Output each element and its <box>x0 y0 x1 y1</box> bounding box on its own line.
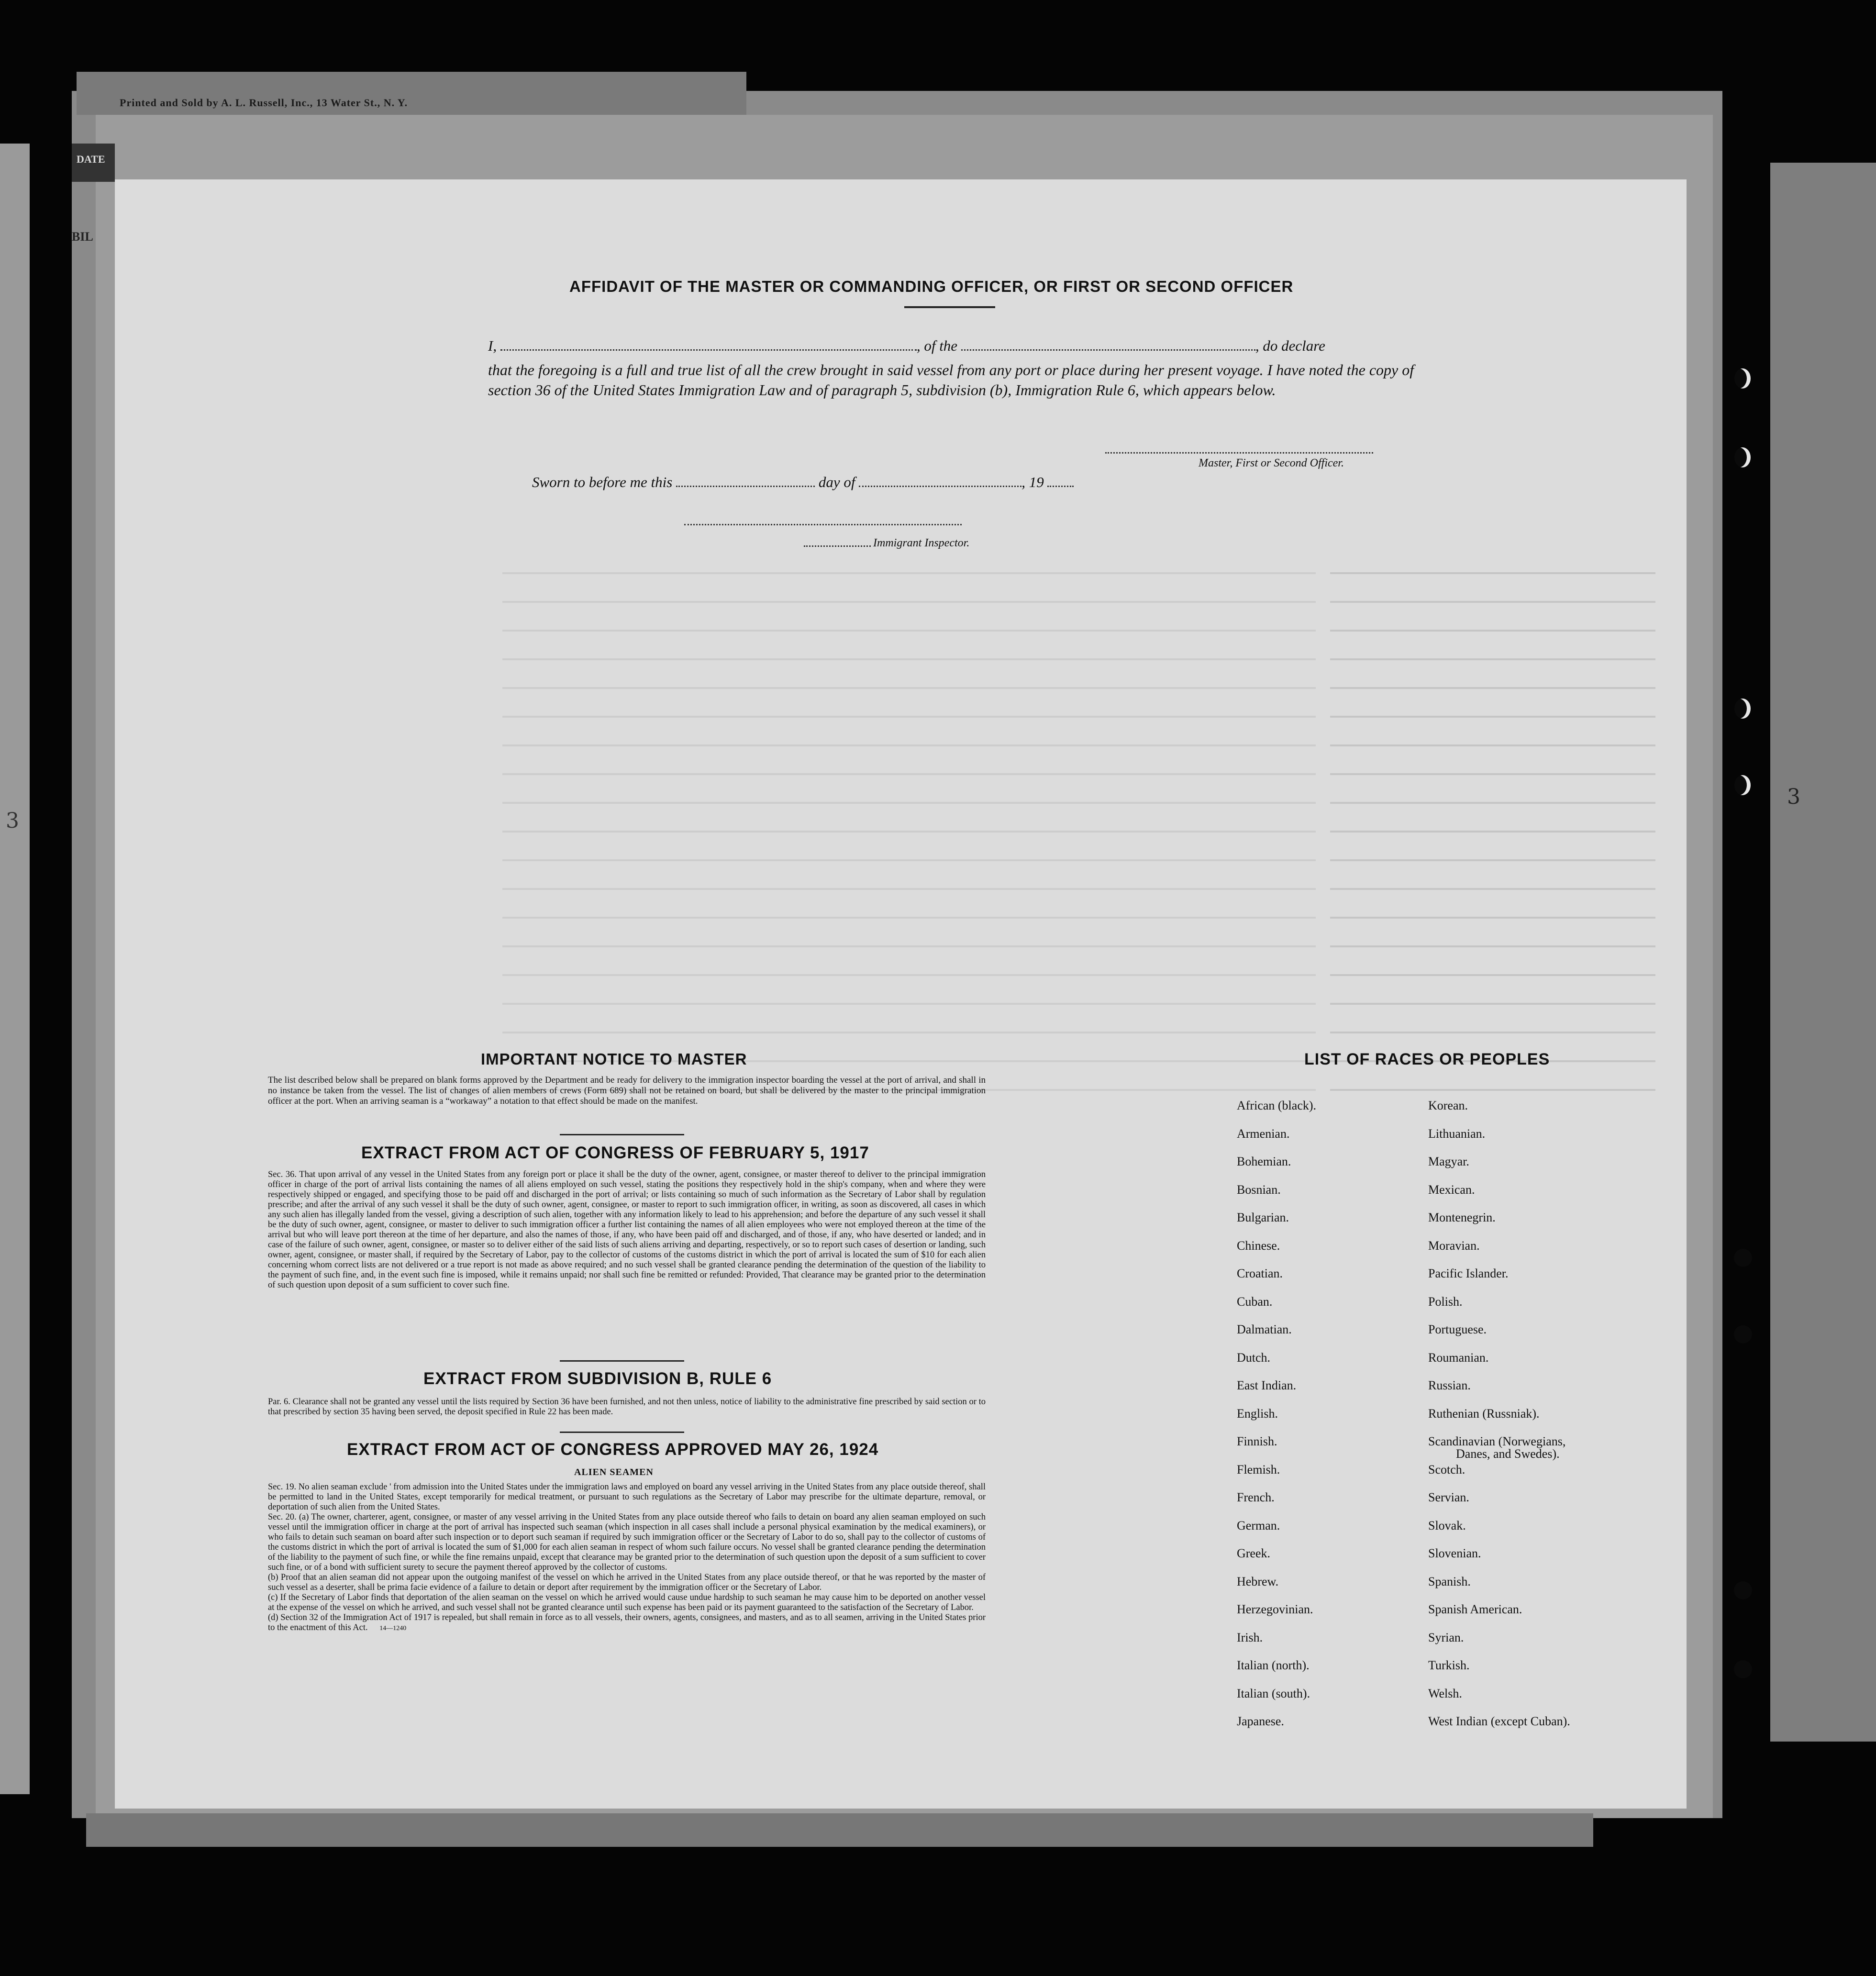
race-item: Spanish. <box>1428 1574 1471 1588</box>
race-item: Dutch. <box>1237 1350 1271 1365</box>
race-item: Cuban. <box>1237 1294 1273 1309</box>
day-of-label: day of <box>818 474 855 490</box>
punch-hole <box>1734 1660 1752 1678</box>
race-item: Roumanian. <box>1428 1350 1489 1365</box>
declarant-prefix: I, <box>488 337 497 354</box>
race-item: Scandinavian (Norwegians, <box>1428 1434 1566 1448</box>
race-item: French. <box>1237 1490 1275 1504</box>
race-item: Spanish American. <box>1428 1602 1522 1616</box>
extract-1924-body <box>268 1482 986 1633</box>
race-item: Servian. <box>1428 1490 1469 1504</box>
races-title: LIST OF RACES OR PEOPLES <box>1304 1050 1550 1068</box>
punch-hole <box>1734 699 1751 719</box>
divider <box>904 306 995 308</box>
form-number: 14—1240 <box>379 1625 407 1632</box>
inspector-signature-rule <box>804 545 871 547</box>
race-item: Finnish. <box>1237 1434 1277 1448</box>
race-item: Portuguese. <box>1428 1322 1487 1336</box>
extract-1917-title: EXTRACT FROM ACT OF CONGRESS OF FEBRUARY 5, 1917 <box>361 1143 869 1162</box>
race-item: Scotch. <box>1428 1462 1465 1476</box>
inspector-signature-label: Immigrant Inspector. <box>873 537 970 549</box>
side-margin-digit: 3 <box>1787 785 1800 809</box>
divider <box>560 1432 684 1433</box>
race-item: Magyar. <box>1428 1155 1469 1168</box>
punch-hole <box>1734 447 1751 467</box>
race-item: German. <box>1237 1518 1280 1532</box>
master-signature-label: Master, First or Second Officer. <box>1199 457 1344 469</box>
race-item: Hebrew. <box>1237 1574 1279 1588</box>
inspector-signature-line[interactable] <box>684 524 962 525</box>
race-item: Italian (south). <box>1237 1686 1310 1700</box>
declaration-line <box>488 337 1325 355</box>
race-item: Montenegrin. <box>1428 1210 1496 1224</box>
race-item: Syrian. <box>1428 1630 1464 1644</box>
sec20a-text: Sec. 20. (a) The owner, charterer, agent, consignee, or master of any vessel arriving in the United States from any place outside thereof who fails to detain on board any alien seaman employed on such vessel until the immigration officer in charge at the port of arrival has inspected such seaman (which inspection in all cases shall include a personal physical examination by the medical examiners), or who fails to detain such seaman on board after such inspection or to deport such seaman if required by such immigration officer or the Secretary of Labor to do so, shall pay to the collector of customs of the customs district in which the port of arrival is located the sum of $1,000 for each alien seaman in respect of whom such failure occurs. No vessel shall be granted clearance pending the determination of the liability to the payment of such fine, or while the fine remains unpaid, except that clearance may be granted prior to the determination of such question upon the deposit of a sum sufficient to cover such fine, or of a bond with sufficient surety to secure the payment thereof approved by the collector of customs. <box>268 1512 986 1572</box>
race-item: Russian. <box>1428 1378 1471 1392</box>
notice-title: IMPORTANT NOTICE TO MASTER <box>481 1050 747 1068</box>
race-item: Bosnian. <box>1237 1182 1281 1197</box>
left-margin-digit: 3 <box>6 809 19 833</box>
sworn-day-field[interactable] <box>676 475 815 487</box>
adjacent-page-right <box>1770 163 1876 1742</box>
race-item: Flemish. <box>1237 1462 1280 1476</box>
race-item: Japanese. <box>1237 1714 1284 1728</box>
declare-label: , do declare <box>1255 337 1325 354</box>
punch-hole <box>1734 1581 1752 1599</box>
affidavit-statement: that the foregoing is a full and true list of all the crew brought in said vessel from any port or place during her present voyage. I have noted the copy of section 36 of the United States Immigration Law and of paragraph 5, subdivision (b), Immigration Rule 6, which appears below. <box>488 361 1414 399</box>
race-item: Herzegovinian. <box>1237 1602 1313 1616</box>
race-item: East Indian. <box>1237 1378 1297 1392</box>
race-item: Greek. <box>1237 1546 1271 1560</box>
race-item-continuation: Danes, and Swedes). <box>1456 1447 1560 1461</box>
punch-hole <box>1734 368 1751 389</box>
of-the-label: , of the <box>916 337 958 354</box>
race-item: Irish. <box>1237 1630 1263 1644</box>
race-item: West Indian (except Cuban). <box>1428 1714 1570 1728</box>
race-item: Korean. <box>1428 1099 1468 1112</box>
race-item: Slovenian. <box>1428 1546 1481 1560</box>
punch-hole <box>1734 775 1751 795</box>
divider <box>560 1360 684 1362</box>
race-item: Bohemian. <box>1237 1155 1291 1168</box>
extract-1917-body: Sec. 36. That upon arrival of any vessel in the United States from any foreign port or place it shall be the duty of the owner, agent, consignee, or master thereof to deliver to the principal immigration officer in charge of the port of arrival lists containing the names of all aliens employed on such vessel, stating the positions they respectively hold in the ship's company, when and where they were respectively shipped or engaged, and specifying those to be paid off and discharged in the port of arrival; or lists containing so much of such information as the Secretary of Labor shall by regulation prescribe; and after the arrival of any such vessel it shall be the duty of such owner, agent, consignee, or master to report to such immigration officer, in writing, as soon as discovered, all cases in which any such alien has illegally landed from the vessel, giving a description of such alien, together with any information likely to lead to his apprehension; and before the departure of any such vessel it shall be the duty of such owner, agent, consignee, or master to deliver to such immigration officer a further list containing the names of all alien employees who were not employed thereon at the time of the arrival but who will leave port thereon at the time of her departure, and also the names of those, if any, who have been paid off and discharged, and of those, if any, who have deserted or landed; and in case of the failure of such owner, agent, consignee, or master so to deliver either of the said lists of such aliens arriving and departing, respectively, or so to report such cases of desertion or landing, such owner, agent, consignee, or master shall, if required by the Secretary of Labor, pay to the collector of customs of the customs district in which the port of arrival is located the sum of $10 for each alien concerning whom correct lists are not delivered or a true report is not made as above required; and no such vessel shall be granted clearance pending the determination of the question of the liability to the payment of such fine, and, in the event such fine is imposed, while it remains unpaid; nor shall such fine be remitted or refunded: Provided, That clearance may be granted prior to the determination of such question upon deposit of a sum sufficient to cover such fine. <box>268 1170 986 1290</box>
race-item: Croatian. <box>1237 1266 1283 1280</box>
race-item: Chinese. <box>1237 1238 1280 1253</box>
printer-imprint: Printed and Sold by A. L. Russell, Inc., 13 Water St., N. Y. <box>120 97 408 109</box>
affidavit-title: AFFIDAVIT OF THE MASTER OR COMMANDING OFFICER, OR FIRST OR SECOND OFFICER <box>569 278 1294 295</box>
race-item: Italian (north). <box>1237 1658 1310 1672</box>
sec19-text: Sec. 19. No alien seaman exclude ' from admission into the United States under the immigration laws and employed on board any vessel arriving in the United States from any place outside thereof, shall be permitted to land in the United States, except temporarily for medical treatment, or pursuant to such regulations as the Secretary of Labor may prescribe for the ultimate departure, removal, or deportation of such alien from the United States. <box>268 1482 986 1512</box>
divider <box>560 1134 684 1135</box>
race-item: Dalmatian. <box>1237 1322 1292 1336</box>
race-item: Slovak. <box>1428 1518 1466 1532</box>
notice-body: The list described below shall be prepared on blank forms approved by the Department and be ready for delivery to the immigration inspector boarding the vessel at the port of arrival, and shall in no instance be taken from the vessel. The list of changes of alien members of crews (Form 689) shall not be retained on board, but shall be delivered by the master to the principal immigration officer at the port. When an arriving seaman is a “workaway” a notation to that effect should be made on the manifest. <box>268 1075 986 1106</box>
race-item: Bulgarian. <box>1237 1210 1289 1224</box>
punch-hole <box>1734 1249 1752 1267</box>
punch-hole <box>1734 1325 1752 1343</box>
race-item: Armenian. <box>1237 1126 1290 1141</box>
race-item: Mexican. <box>1428 1182 1475 1197</box>
year-label: , 19 <box>1021 474 1044 490</box>
race-item: African (black). <box>1237 1099 1317 1112</box>
bleed-through-shadow <box>502 545 1316 1096</box>
bleed-through-shadow <box>1330 545 1655 1096</box>
extract-1924-title: EXTRACT FROM ACT OF CONGRESS APPROVED MAY 26, 1924 <box>347 1440 879 1459</box>
race-item: Welsh. <box>1428 1686 1462 1700</box>
sworn-month-field[interactable] <box>859 475 1021 487</box>
race-item: Ruthenian (Russniak). <box>1428 1406 1540 1421</box>
master-signature-line[interactable] <box>1105 452 1373 454</box>
sec20c-text: (c) If the Secretary of Labor finds that deportation of the alien seaman on the vessel on which he arrived would cause undue hardship to such seaman he may cause him to be deported on another vessel at the expense of the vessel on which he arrived, and such vessel shall not be granted clearance until such expense has been paid or its payment guaranteed to the satisfaction of the Secretary of Labor. <box>268 1593 986 1612</box>
left-tab <box>72 144 115 182</box>
sec20d-wrapper <box>268 1613 986 1633</box>
left-tab-top: DATE <box>77 153 105 165</box>
name-field[interactable] <box>500 339 917 351</box>
vessel-field[interactable] <box>961 339 1255 351</box>
race-item: Turkish. <box>1428 1658 1470 1672</box>
race-item: Pacific Islander. <box>1428 1266 1509 1280</box>
race-item: English. <box>1237 1406 1278 1421</box>
left-tab-bottom: BIL <box>72 230 93 244</box>
sec20b-text: (b) Proof that an alien seaman did not appear upon the outgoing manifest of the vessel on which he arrived in the United States from any place outside thereof, or that he was reported by the master of such vessel as a deserter, shall be prima facie evidence of a failure to detain or deport after requirement by the immigration officer or the Secretary of Labor. <box>268 1573 986 1592</box>
sworn-year-field[interactable] <box>1047 475 1074 487</box>
adjacent-page-left <box>0 144 30 1794</box>
extract-rule6-body: Par. 6. Clearance shall not be granted any vessel until the lists required by Section 36 have been furnished, and not then unless, notice of liability to the administrative fine prescribed by said section or to that prescribed by section 35 having been served, the deposit specified in Rule 22 has been made. <box>268 1397 986 1417</box>
race-item: Lithuanian. <box>1428 1126 1486 1141</box>
race-item: Moravian. <box>1428 1238 1480 1253</box>
underlying-page-bottom <box>86 1813 1593 1847</box>
alien-seamen-subtitle: ALIEN SEAMEN <box>574 1467 654 1477</box>
sec20d-text: (d) Section 32 of the Immigration Act of 1917 is repealed, but shall remain in force as to all vessels, their owners, agents, consignees, and masters, and as to all seamen, arriving in the United States prior to the enactment of this Act. <box>268 1613 986 1632</box>
sworn-line <box>532 474 1074 491</box>
race-item: Polish. <box>1428 1294 1463 1309</box>
extract-rule6-title: EXTRACT FROM SUBDIVISION B, RULE 6 <box>423 1369 772 1388</box>
sworn-label: Sworn to before me this <box>532 474 673 490</box>
underlying-page-header <box>77 72 746 115</box>
